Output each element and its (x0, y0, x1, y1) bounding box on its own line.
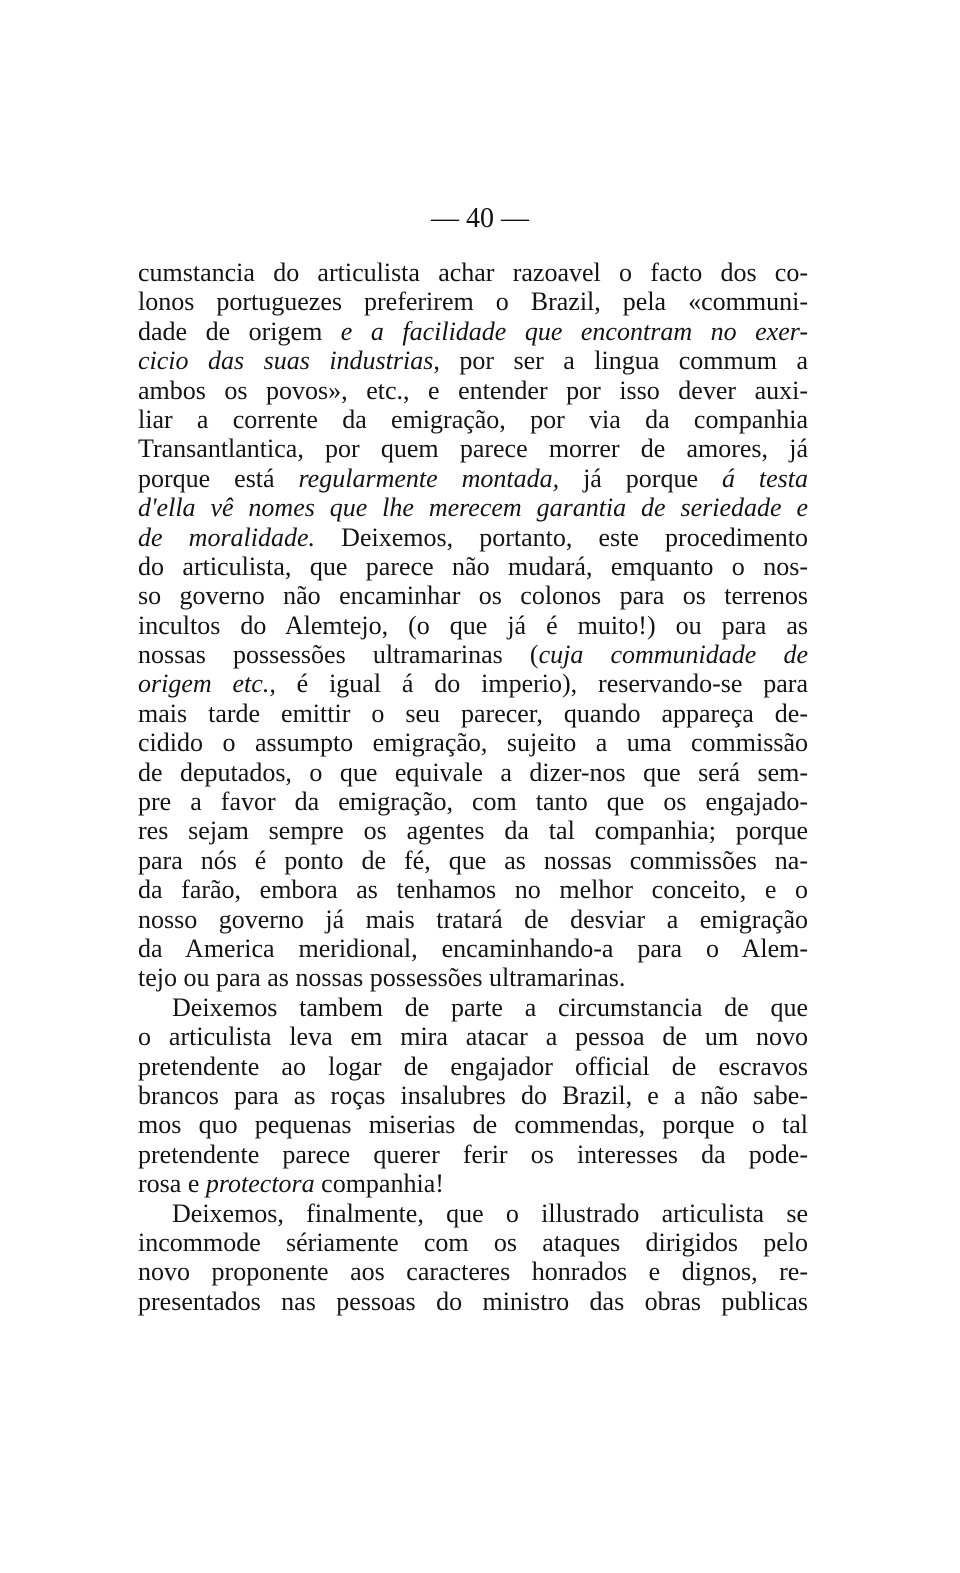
text-line (138, 934, 808, 963)
text-segment: res sejam sempre os agentes da tal companhia; porque (138, 816, 808, 846)
paragraph-first-line (138, 993, 808, 1022)
text-segment: mais tarde emittir o seu parecer, quando appareça de- (138, 698, 808, 728)
text-segment: so governo não encaminhar os colonos para os terrenos (138, 581, 808, 611)
text-segment: presentados nas pessoas do ministro das obras publicas (138, 1286, 808, 1316)
text-segment: já porque (559, 463, 722, 493)
text-segment: para nós é ponto de fé, que as nossas commissões na- (138, 845, 808, 875)
italic-text: origem etc., (138, 669, 276, 699)
text-segment: Deixemos, finalmente, que o illustrado articulista se (172, 1198, 808, 1228)
text-line (138, 728, 808, 757)
text-segment: tejo ou para as nossas possessões ultramarinas. (138, 963, 626, 993)
text-line (138, 287, 808, 316)
italic-text: de moralidade. (138, 522, 316, 552)
text-line (138, 464, 808, 493)
text-line (138, 699, 808, 728)
text-segment: nossas possessões ultramarinas ( (138, 640, 539, 670)
text-segment: o articulista leva em mira atacar a pessoa de um novo (138, 1022, 808, 1052)
text-line (138, 405, 808, 434)
text-line (138, 669, 808, 698)
body-text (138, 258, 808, 1316)
italic-text: e a facilidade que encontram no exer- (340, 316, 808, 346)
text-segment: rosa e (138, 1169, 206, 1199)
text-segment: incultos do Alemtejo, (o que já é muito!) ou para as (138, 610, 808, 640)
text-segment: porque está (138, 463, 299, 493)
text-line (138, 640, 808, 669)
text-line (138, 552, 808, 581)
italic-text: cuja communidade de (538, 640, 808, 670)
text-segment: de deputados, o que equivale a dizer-nos que será sem- (138, 757, 808, 787)
text-line (138, 1110, 808, 1139)
text-line (138, 1169, 808, 1198)
text-line (138, 963, 808, 992)
text-line (138, 846, 808, 875)
text-segment: lonos portuguezes preferirem o Brazil, pela «communi- (138, 287, 808, 317)
text-line (138, 1140, 808, 1169)
text-segment: nosso governo já mais tratará de desviar a emigração (138, 904, 808, 934)
text-segment: do articulista, que parece não mudará, emquanto o nos- (138, 551, 808, 581)
text-line (138, 346, 808, 375)
text-segment: pretendente parece querer ferir os interesses da pode- (138, 1139, 808, 1169)
italic-text: á testa (721, 463, 808, 493)
text-line (138, 905, 808, 934)
text-segment: brancos para as roças insalubres do Brazil, e a não sabe- (138, 1080, 808, 1110)
text-line (138, 434, 808, 463)
text-segment: incommode sériamente com os ataques dirigidos pelo (138, 1227, 808, 1257)
text-segment: liar a corrente da emigração, por via da companhia (138, 404, 808, 434)
text-line (138, 816, 808, 845)
text-segment: cumstancia do articulista achar razoavel o facto dos co- (138, 258, 808, 287)
text-line (138, 758, 808, 787)
page-number: — 40 — (431, 203, 529, 234)
text-line (138, 1257, 808, 1286)
italic-text: regularmente montada, (298, 463, 560, 493)
italic-text: protectora (205, 1169, 315, 1199)
paragraph-first-line (138, 1199, 808, 1228)
text-line (138, 523, 808, 552)
text-segment: companhia! (314, 1169, 444, 1199)
text-line (138, 258, 808, 287)
text-segment: pretendente ao logar de engajador official de escravos (138, 1051, 808, 1081)
text-line (138, 317, 808, 346)
text-line (138, 1052, 808, 1081)
text-line (138, 1228, 808, 1257)
text-segment: dade de origem (138, 316, 341, 346)
text-line (138, 787, 808, 816)
text-segment: novo proponente aos caracteres honrados e dignos, re- (138, 1257, 808, 1287)
italic-text: cicio das suas industrias (138, 346, 434, 376)
text-segment: da America meridional, encaminhando-a para o Alem- (138, 933, 808, 963)
text-segment: Deixemos tambem de parte a circumstancia de que (172, 992, 808, 1022)
text-segment: mos quo pequenas miserias de commendas, porque o tal (138, 1110, 808, 1140)
text-segment: ambos os povos», etc., e entender por isso dever auxi- (138, 375, 808, 405)
text-segment: Deixemos, portanto, este procedimento (315, 522, 808, 552)
text-segment: pre a favor da emigração, com tanto que os engajado- (138, 787, 808, 817)
text-segment: , por ser a lingua commum a (433, 346, 808, 376)
text-line (138, 1287, 808, 1316)
text-line (138, 1022, 808, 1051)
text-line (138, 493, 808, 522)
text-segment: da farão, embora as tenhamos no melhor conceito, e o (138, 875, 808, 905)
text-line (138, 611, 808, 640)
text-line (138, 1081, 808, 1110)
text-line (138, 875, 808, 904)
text-segment: Transantlantica, por quem parece morrer de amores, já (138, 434, 808, 464)
text-line (138, 376, 808, 405)
text-segment: é igual á do imperio), reservando-se para (275, 669, 808, 699)
text-line (138, 581, 808, 610)
italic-text: d'ella vê nomes que lhe merecem garantia de seriedade e (138, 493, 808, 523)
text-segment: cidido o assumpto emigração, sujeito a uma commissão (138, 728, 808, 758)
